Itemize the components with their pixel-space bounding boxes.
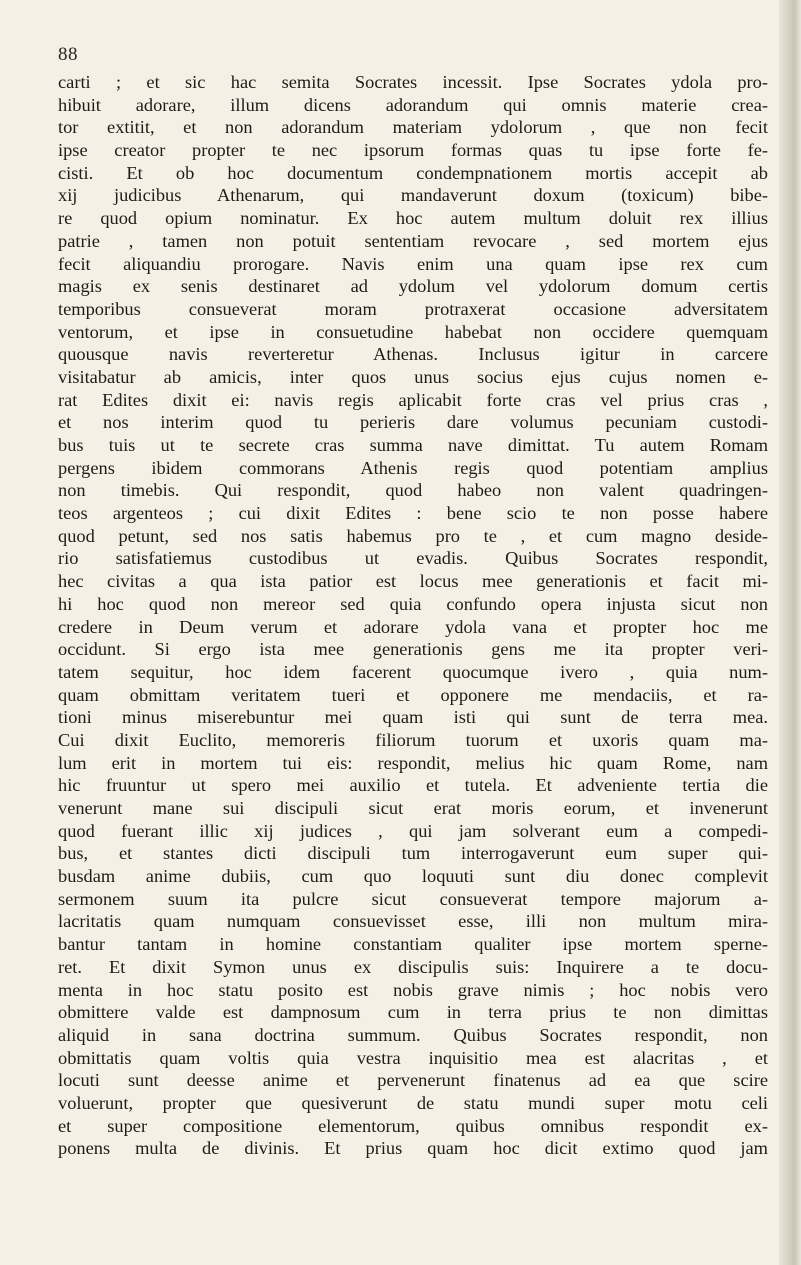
text-line: menta in hoc statu posito est nobis grave nimis ; hoc nobis vero (58, 979, 768, 1000)
text-line: non timebis. Qui respondit, quod habeo non valent quadringen- (58, 480, 768, 501)
text-line: quam obmittam veritatem tueri et opponere me mendaciis, et ra- (58, 684, 768, 705)
text-line: quousque navis reverteretur Athenas. Inclusus igitur in carcere (58, 344, 768, 365)
text-line: hi hoc quod non mereor sed quia confundo opera injusta sicut non (58, 593, 768, 614)
text-line: venerunt mane sui discipuli sicut erat moris eorum, et invenerunt (58, 798, 768, 818)
text-line: hibuit adorare, illum dicens adorandum qui omnis materie crea- (58, 94, 768, 115)
text-line: bantur tantam in homine constantiam qualiter ipse mortem sperne- (58, 934, 768, 955)
text-line: et super compositione elementorum, quibus omnibus respondit ex- (58, 1115, 768, 1136)
text-line: ret. Et dixit Symon unus ex discipulis suis: Inquirere a te docu- (58, 956, 768, 977)
text-line: locuti sunt deesse anime et pervenerunt finatenus ad ea que scire (58, 1070, 768, 1091)
text-line: lacritatis quam numquam consuevisset esse, illi non multum mira- (58, 911, 768, 932)
text-line: occidunt. Si ergo ista mee generationis gens me ita propter veri- (58, 639, 768, 660)
text-line: obmittere valde est dampnosum cum in terra prius te non dimittas (58, 1002, 768, 1023)
text-line: quod petunt, sed nos satis habemus pro te , et cum magno deside- (58, 525, 768, 546)
body-text (58, 71, 768, 1160)
text-line: credere in Deum verum et adorare ydola vana et propter hoc me (58, 616, 768, 637)
text-line: ipse creator propter te nec ipsorum formas quas tu ipse forte fe- (58, 140, 768, 161)
text-line: fecit aliquandiu prorogare. Navis enim una quam ipse rex cum (58, 253, 768, 274)
text-line: carti ; et sic hac semita Socrates incessit. Ipse Socrates ydola pro- (58, 72, 768, 92)
text-line: busdam anime dubiis, cum quo loquuti sunt diu donec complevit (58, 866, 768, 887)
text-line: sermonem suum ita pulcre sicut consueverat tempore majorum a- (58, 888, 768, 909)
page-number: 88 (58, 44, 78, 65)
text-line: tatem sequitur, hoc idem facerent quocumque ivero , quia num- (58, 661, 768, 682)
text-line: lum erit in mortem tui eis: respondit, melius hic quam Rome, nam (58, 752, 768, 773)
text-line: aliquid in sana doctrina summum. Quibus Socrates respondit, non (58, 1024, 768, 1045)
text-line: xij judicibus Athenarum, qui mandaverunt doxum (toxicum) bibe- (58, 185, 768, 206)
text-line: ponens multa de divinis. Et prius quam hoc dicit extimo quod jam (58, 1138, 768, 1159)
text-line: Cui dixit Euclito, memoreris filiorum tuorum et uxoris quam ma- (58, 729, 768, 750)
text-line: et nos interim quod tu perieris dare volumus pecuniam custodi- (58, 412, 768, 433)
text-line: tor extitit, et non adorandum materiam ydolorum , que non fecit (58, 117, 768, 138)
text-line: teos argenteos ; cui dixit Edites : bene scio te non posse habere (58, 503, 768, 524)
text-line: voluerunt, propter que quesiverunt de statu mundi super motu celi (58, 1092, 768, 1113)
text-line: ventorum, et ipse in consuetudine habebat non occidere quemquam (58, 321, 768, 342)
text-line: obmittatis quam voltis quia vestra inquisitio mea est alacritas , et (58, 1047, 768, 1068)
text-line: bus, et stantes dicti discipuli tum interrogaverunt eum super qui- (58, 843, 768, 864)
page-edge-shadow (779, 0, 801, 1265)
text-line: quod fuerant illic xij judices , qui jam solverant eum a compedi- (58, 820, 768, 841)
text-line: visitabatur ab amicis, inter quos unus socius ejus cujus nomen e- (58, 366, 768, 387)
text-line: hec civitas a qua ista patior est locus mee generationis et facit mi- (58, 571, 768, 592)
text-line: bus tuis ut te secrete cras summa nave dimittat. Tu autem Romam (58, 435, 768, 455)
text-line: hic fruuntur ut spero mei auxilio et tutela. Et adveniente tertia die (58, 775, 768, 796)
text-line: tioni minus miserebuntur mei quam isti qui sunt de terra mea. (58, 707, 768, 728)
text-line: re quod opium nominatur. Ex hoc autem multum doluit rex illius (58, 208, 768, 229)
text-line: magis ex senis destinaret ad ydolum vel ydolorum domum certis (58, 276, 768, 297)
text-line: rio satisfatiemus custodibus ut evadis. Quibus Socrates respondit, (58, 548, 768, 569)
text-line: cisti. Et ob hoc documentum condempnationem mortis accepit ab (58, 162, 768, 183)
text-line: temporibus consueverat moram protraxerat occasione adversitatem (58, 298, 768, 319)
text-line: patrie , tamen non potuit sententiam revocare , sed mortem ejus (58, 230, 768, 251)
text-line: rat Edites dixit ei: navis regis aplicabit forte cras vel prius cras , (58, 389, 768, 410)
text-line: pergens ibidem commorans Athenis regis quod potentiam amplius (58, 457, 768, 478)
